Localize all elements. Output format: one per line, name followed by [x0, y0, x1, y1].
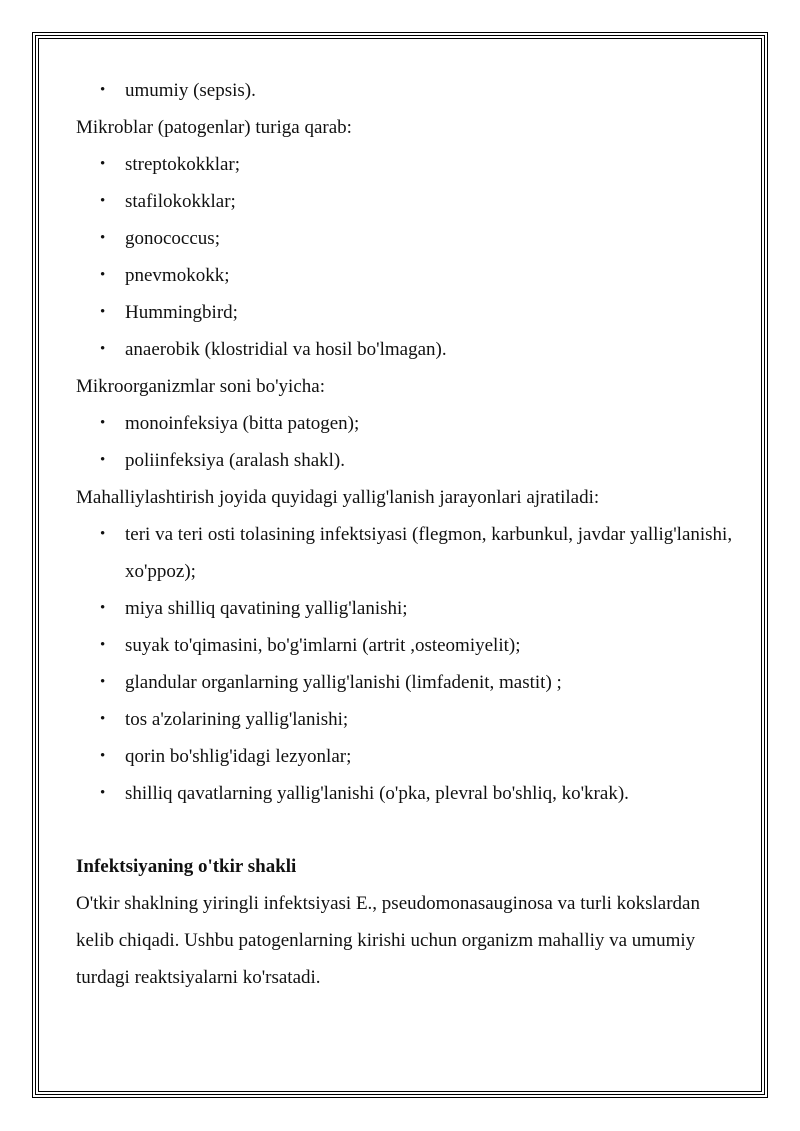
list-item: • suyak to'qimasini, bo'g'imlarni (artrit ,osteomiyelit); — [125, 627, 736, 664]
list-item: • teri va teri osti tolasining infektsiyasi (flegmon, karbunkul, javdar yallig'lanishi, xo'ppoz); — [125, 516, 736, 590]
list-item: • streptokokklar; — [125, 146, 736, 183]
section-spacer — [76, 812, 736, 848]
list-item: • miya shilliq qavatining yallig'lanishi; — [125, 590, 736, 627]
list-item: • glandular organlarning yallig'lanishi (limfadenit, mastit) ; — [125, 664, 736, 701]
intro-list — [76, 72, 736, 109]
list-item: • umumiy (sepsis). — [125, 72, 736, 109]
location-section-label: Mahalliylashtirish joyida quyidagi yallig'lanish jarayonlari ajratiladi: — [76, 487, 600, 508]
location-list — [76, 516, 736, 812]
list-item: • monoinfeksiya (bitta patogen); — [125, 405, 736, 442]
list-item: • anaerobik (klostridial va hosil bo'lmagan). — [125, 331, 736, 368]
count-list — [76, 405, 736, 479]
list-item: • tos a'zolarining yallig'lanishi; — [125, 701, 736, 738]
list-item: • qorin bo'shlig'idagi lezyonlar; — [125, 738, 736, 775]
list-item: • stafilokokklar; — [125, 183, 736, 220]
list-item: • gonococcus; — [125, 220, 736, 257]
acute-form-paragraph: O'tkir shaklning yiringli infektsiyasi E., pseudomonasauginosa va turli kokslardan kelib chiqadi. Ushbu patogenlarning kirishi uchun organizm mahalliy va umumiy turdagi reaktsiyalarni ko'rsatadi. — [76, 893, 700, 988]
pathogen-list — [76, 146, 736, 368]
pathogen-section-label: Mikroblar (patogenlar) turiga qarab: — [76, 117, 352, 138]
count-section-label: Mikroorganizmlar soni bo'yicha: — [76, 376, 325, 397]
list-item: • Hummingbird; — [125, 294, 736, 331]
list-item: • pnevmokokk; — [125, 257, 736, 294]
list-item: • shilliq qavatlarning yallig'lanishi (o'pka, plevral bo'shliq, ko'krak). — [125, 775, 736, 812]
list-item: • poliinfeksiya (aralash shakl). — [125, 442, 736, 479]
acute-form-heading: Infektsiyaning o'tkir shakli — [76, 856, 297, 877]
document-body — [76, 72, 736, 996]
